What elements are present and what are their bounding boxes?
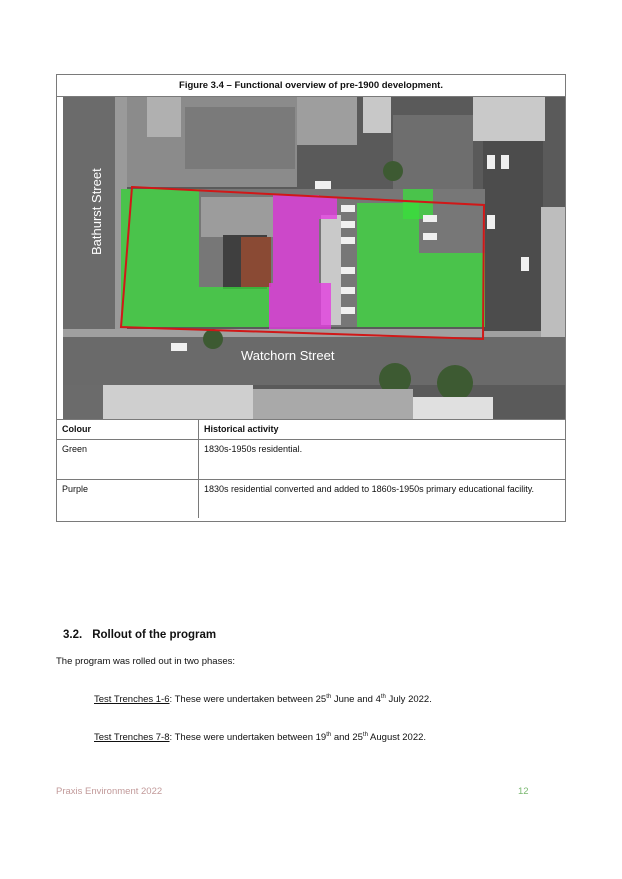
section-title: Rollout of the program xyxy=(92,629,217,641)
car xyxy=(315,181,331,189)
car xyxy=(171,343,187,351)
north-roof-2 xyxy=(185,107,295,169)
green-region-east xyxy=(419,253,485,327)
section-number: 3.2. xyxy=(63,629,83,641)
car xyxy=(487,215,495,229)
table-header-activity: Historical activity xyxy=(199,420,566,440)
phase-sup: th xyxy=(362,732,368,738)
site-roof-1 xyxy=(201,197,273,237)
north-building-3 xyxy=(473,97,545,141)
car xyxy=(341,237,355,244)
figure-box xyxy=(56,74,566,522)
car xyxy=(341,267,355,274)
aerial-map-svg xyxy=(63,97,565,419)
footer-company: Praxis Environment 2022 xyxy=(56,786,163,797)
section-intro: The program was rolled out in two phases: xyxy=(56,656,236,667)
phase-label: Test Trenches 7-8 xyxy=(94,732,170,744)
south-building-1 xyxy=(103,385,253,419)
table-cell-activity: 1830s residential converted and added to 1860s-1950s primary educational facility. xyxy=(199,480,566,519)
car xyxy=(341,205,355,212)
table-row xyxy=(57,440,565,480)
table-header-row xyxy=(57,420,565,440)
car xyxy=(341,287,355,294)
table-cell-colour: Purple xyxy=(57,480,199,519)
phase-text: July 2022. xyxy=(385,694,432,706)
legend-table xyxy=(57,419,565,518)
north-roof-3 xyxy=(297,97,357,145)
north-roof-1 xyxy=(147,97,181,137)
phase-text: August 2022. xyxy=(367,732,427,744)
phase-item-2 xyxy=(94,732,426,743)
aerial-map xyxy=(63,97,565,419)
car xyxy=(521,257,529,271)
phase-sup: th xyxy=(380,694,386,700)
tree xyxy=(383,161,403,181)
phase-label: Test Trenches 1-6 xyxy=(94,694,170,706)
table-row xyxy=(57,480,565,519)
south-building-2 xyxy=(253,389,413,419)
figure-caption: Figure 3.4 – Functional overview of pre-1900 development. xyxy=(57,75,565,97)
car xyxy=(423,215,437,222)
bathurst-street-label: Bathurst Street xyxy=(89,168,104,255)
table-cell-colour: Green xyxy=(57,440,199,480)
car xyxy=(501,155,509,169)
phase-sup: th xyxy=(326,694,332,700)
site-brick-area xyxy=(241,237,271,287)
green-region-middle xyxy=(357,203,419,327)
east-carpark xyxy=(483,141,543,331)
watchorn-street-label: Watchorn Street xyxy=(241,348,335,363)
south-building-3 xyxy=(413,397,493,419)
green-region-north xyxy=(403,189,433,219)
table-cell-activity: 1830s-1950s residential. xyxy=(199,440,566,480)
tree xyxy=(203,329,223,349)
phase-text: June and 4 xyxy=(331,694,381,706)
purple-region-north xyxy=(319,197,337,219)
car xyxy=(487,155,495,169)
phase-item-1 xyxy=(94,694,432,705)
car xyxy=(423,233,437,240)
footer-page-number: 12 xyxy=(518,786,529,797)
phase-text: : These were undertaken between 25 xyxy=(169,694,327,706)
green-region-west xyxy=(121,189,199,327)
tree xyxy=(437,365,473,401)
east-building xyxy=(541,207,565,337)
north-roof-4 xyxy=(363,97,391,133)
section-heading xyxy=(63,629,216,641)
phase-text: and 25 xyxy=(331,732,363,744)
car xyxy=(341,307,355,314)
phase-sup: th xyxy=(326,732,332,738)
phase-text: : These were undertaken between 19 xyxy=(169,732,327,744)
green-region-southwest xyxy=(199,287,269,327)
table-header-colour: Colour xyxy=(57,420,199,440)
car xyxy=(341,221,355,228)
